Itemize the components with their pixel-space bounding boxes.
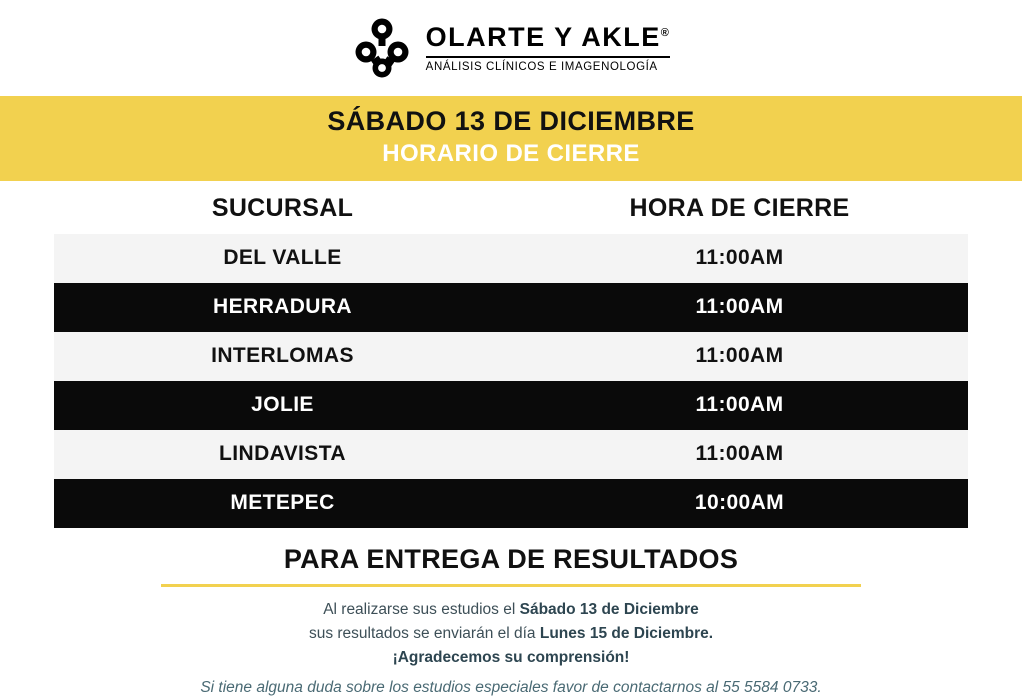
column-header-branch: SUCURSAL [211, 193, 354, 222]
footer-thanks: ¡Agradecemos su comprensión! [392, 648, 630, 666]
olarte-akle-logo-icon [352, 18, 412, 78]
table-row [54, 283, 968, 332]
brand-divider [426, 56, 671, 58]
schedule-table [0, 181, 1022, 528]
footer-contact-note: Si tiene alguna duda sobre los estudios especiales favor de contactarnos al 55 5584 0733. [200, 678, 822, 696]
cell-branch: LINDAVISTA [219, 442, 346, 466]
banner-date: SÁBADO 13 DE DICIEMBRE [327, 106, 695, 136]
registered-mark: ® [660, 27, 671, 40]
table-row [54, 381, 968, 430]
date-banner [0, 96, 1022, 181]
footer [0, 528, 1022, 700]
cell-time: 10:00AM [694, 491, 785, 515]
footer-line-2-bold: Lunes 15 de Diciembre. [539, 624, 714, 642]
cell-time: 11:00AM [695, 344, 784, 368]
table-row [54, 234, 968, 283]
footer-line-2-prefix: sus resultados se enviarán el día [308, 624, 540, 642]
cell-branch: INTERLOMAS [211, 344, 354, 368]
cell-branch: JOLIE [251, 393, 314, 417]
cell-branch: DEL VALLE [223, 246, 342, 270]
cell-time: 11:00AM [695, 295, 784, 319]
banner-subtitle: HORARIO DE CIERRE [382, 139, 640, 167]
table-row [54, 479, 968, 528]
cell-time: 11:00AM [695, 442, 784, 466]
footer-divider [161, 584, 861, 587]
column-header-time: HORA DE CIERRE [629, 193, 850, 222]
footer-line-1-bold: Sábado 13 de Diciembre [519, 600, 699, 618]
footer-line-1 [0, 598, 1022, 622]
cell-branch: METEPEC [230, 491, 335, 515]
brand-subtitle: ANÁLISIS CLÍNICOS E IMAGENOLOGÍA [425, 60, 658, 73]
footer-line-1-prefix: Al realizarse sus estudios el [323, 600, 520, 618]
cell-time: 11:00AM [695, 246, 784, 270]
brand-text [426, 23, 671, 72]
brand-name: OLARTE Y AKLE® [425, 22, 671, 53]
logo-block [352, 18, 671, 78]
table-row [54, 430, 968, 479]
cell-time: 11:00AM [695, 393, 784, 417]
header [0, 0, 1022, 96]
cell-branch: HERRADURA [213, 295, 352, 319]
footer-title: PARA ENTREGA DE RESULTADOS [283, 543, 739, 574]
footer-line-2 [0, 622, 1022, 646]
table-row [54, 332, 968, 381]
table-header-row [54, 181, 968, 234]
